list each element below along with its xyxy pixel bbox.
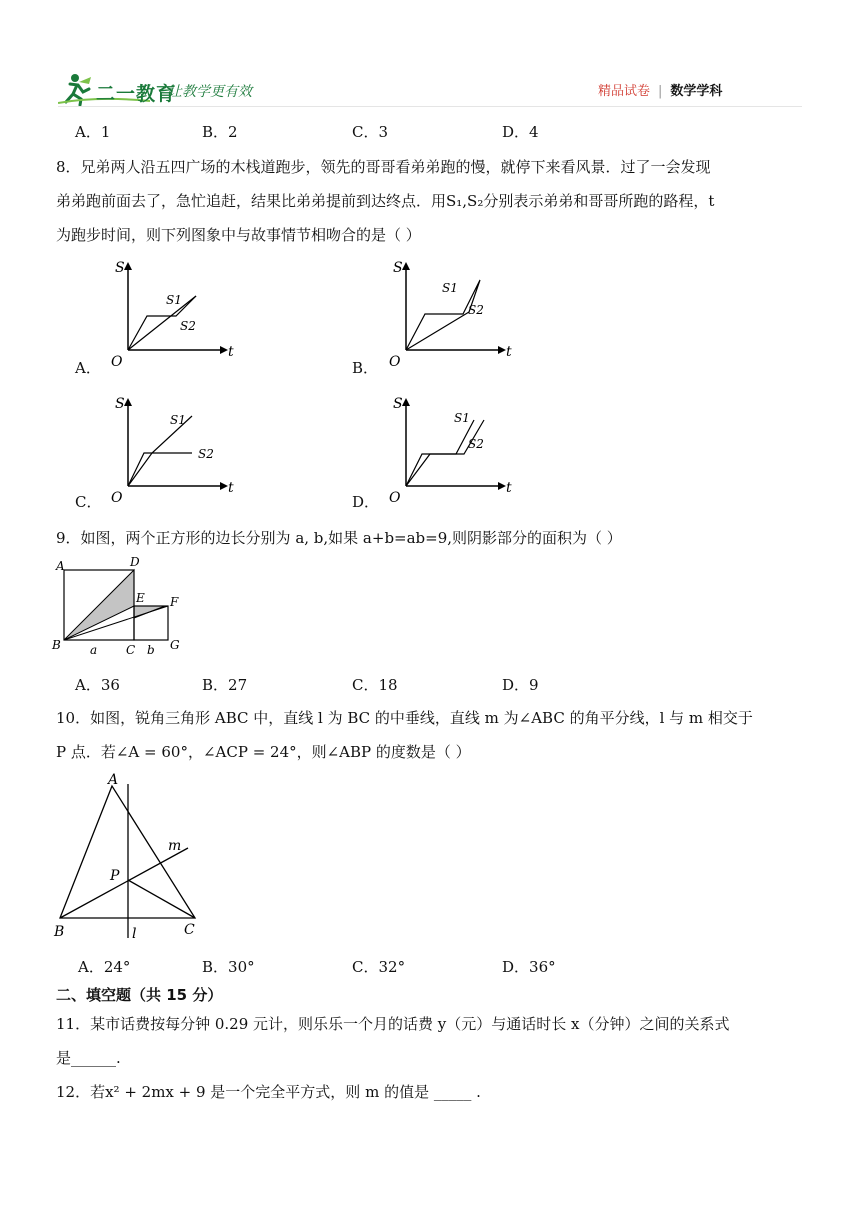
q9-squares-figure — [50, 556, 190, 660]
q10-option-c: C．32° — [352, 958, 406, 976]
q8-graph-d — [378, 388, 528, 506]
q8-c-s2: S2 — [198, 447, 214, 461]
q9-label-c: C — [126, 643, 136, 657]
q9-label-e: E — [136, 591, 145, 605]
q10-label-l: l — [132, 926, 137, 942]
q8-d-axis-s: S — [393, 396, 403, 412]
q10-label-a: A — [108, 772, 119, 788]
q8-d-origin: O — [389, 490, 401, 506]
q8-c-origin: O — [111, 490, 123, 506]
q8-b-s2: S2 — [468, 303, 484, 317]
q9-option-b: B．27 — [202, 676, 248, 694]
q8-b-axis-s: S — [393, 260, 403, 276]
q9-label-a-side: a — [90, 643, 98, 657]
q7-option-d: D．4 — [502, 123, 539, 141]
q8-text-line3: 为跑步时间，则下列图象中与故事情节相吻合的是（ ） — [56, 226, 421, 244]
q9-label-b-side: b — [147, 643, 155, 657]
q11-text-line2: 是______. — [56, 1049, 121, 1067]
q9-label-a-vertex: A — [56, 559, 65, 573]
q7-option-b: B．2 — [202, 123, 238, 141]
q8-d-s1: S1 — [454, 411, 470, 425]
section-title-fill-in: 二、填空题（共 15 分） — [56, 986, 223, 1004]
q10-triangle-figure — [50, 770, 220, 948]
q10-label-b: B — [54, 924, 65, 940]
brand-name: 二一教育 — [96, 83, 177, 105]
q9-option-a: A．36 — [75, 676, 120, 694]
header-divider — [58, 106, 802, 107]
q8-b-origin: O — [389, 354, 401, 370]
brand-slogan: 让教学更有效 — [168, 84, 252, 100]
q9-label-b-vertex: B — [52, 638, 61, 652]
q8-a-s1: S1 — [166, 293, 182, 307]
q10-text-line1: 10．如图，锐角三角形 ABC 中，直线 l 为 BC 的中垂线，直线 m 为∠ABC 的角平分线，l 与 m 相交于 — [56, 709, 753, 727]
q8-option-b-label: B． — [352, 359, 379, 377]
q10-option-d: D．36° — [502, 958, 556, 976]
q10-option-a: A．24° — [78, 958, 131, 976]
q10-text-line2: P 点．若∠A = 60°，∠ACP = 24°，则∠ABP 的度数是（ ） — [56, 743, 471, 761]
q8-d-axis-t: t — [506, 480, 512, 496]
q10-option-b: B．30° — [202, 958, 255, 976]
q8-b-axis-t: t — [506, 344, 512, 360]
q7-option-c: C．3 — [352, 123, 389, 141]
q8-a-s2: S2 — [180, 319, 196, 333]
q8-a-origin: O — [111, 354, 123, 370]
q8-a-axis-t: t — [228, 344, 234, 360]
q8-option-d-label: D． — [352, 493, 380, 511]
q10-label-c: C — [184, 922, 195, 938]
q8-option-a-label: A． — [75, 359, 101, 377]
q8-c-axis-t: t — [228, 480, 234, 496]
q8-graph-a — [100, 252, 250, 370]
q8-d-s2: S2 — [468, 437, 484, 451]
q10-label-p: P — [110, 868, 120, 884]
q9-label-d: D — [130, 556, 140, 569]
q8-text-line1: 8．兄弟两人沿五四广场的木栈道跑步，领先的哥哥看弟弟跑的慢，就停下来看风景．过了一会发现 — [56, 158, 711, 176]
q9-label-g: G — [170, 638, 180, 652]
q10-label-m: m — [168, 838, 182, 854]
q11-text-line1: 11．某市话费按每分钟 0.29 元计，则乐乐一个月的话费 y（元）与通话时长 x（分钟）之间的关系式 — [56, 1015, 730, 1033]
header-separator: | — [658, 84, 663, 99]
q8-graph-b — [378, 252, 528, 370]
q8-a-axis-s: S — [115, 260, 125, 276]
q8-c-s1: S1 — [170, 413, 186, 427]
q12-text-line1: 12．若x² + 2mx + 9 是一个完全平方式，则 m 的值是 _____ . — [56, 1083, 481, 1101]
q9-option-c: C．18 — [352, 676, 398, 694]
q9-label-f: F — [170, 595, 179, 609]
header-label-red: 精品试卷 — [598, 84, 651, 99]
q8-option-c-label: C． — [75, 493, 102, 511]
q9-text-line1: 9．如图，两个正方形的边长分别为 a, b,如果 a+b=ab=9,则阴影部分的面积为（ ） — [56, 529, 622, 547]
q8-graph-c — [100, 388, 250, 506]
q8-b-s1: S1 — [442, 281, 458, 295]
q7-option-a: A．1 — [75, 123, 111, 141]
header-subject — [598, 80, 722, 99]
q8-text-line2: 弟弟跑前面去了，急忙追赶，结果比弟弟提前到达终点．用S₁,S₂分别表示弟弟和哥哥所跑的路程，t — [56, 192, 715, 210]
q9-option-d: D．9 — [502, 676, 539, 694]
header-label-subject: 数学学科 — [670, 84, 723, 99]
q8-c-axis-s: S — [115, 396, 125, 412]
